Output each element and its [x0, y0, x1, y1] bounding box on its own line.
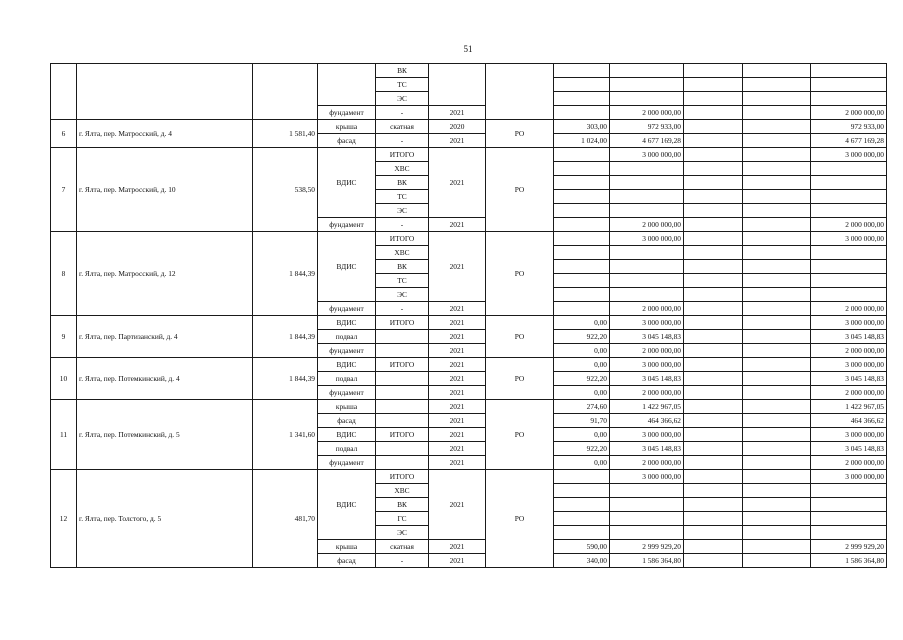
table-row: 10 г. Ялта, пер. Потемкинский, д. 4 1 844,39 ВДИС ИТОГО 2021 РО 0,00 3 000 000,00 3 000 000,00: [51, 358, 887, 372]
address-cell: г. Ялта, пер. Матросский, д. 10: [77, 148, 253, 232]
table-row: [51, 64, 887, 78]
area-cell: 1 844,39: [253, 316, 318, 358]
repair-schedule-table: [50, 63, 887, 568]
row-number: 11: [51, 400, 77, 470]
table-row: ТС: [51, 274, 887, 288]
subsystem-cell: ВК: [376, 64, 429, 78]
subsystem-cell: ТС: [376, 78, 429, 92]
finance-source-cell: РО: [486, 358, 554, 400]
table-row: ЭС: [51, 288, 887, 302]
table-row: фундамент - 2021 2 000 000,00 2 000 000,00: [51, 302, 887, 316]
area-cell: 1 844,39: [253, 232, 318, 316]
table-row: 11 г. Ялта, пер. Потемкинский, д. 5 1 341,60 крыша 2021 РО 274,60 1 422 967,05 1 422 967,05: [51, 400, 887, 414]
table-row: подвал 2021 922,20 3 045 148,83 3 045 148,83: [51, 442, 887, 456]
finance-source-cell: РО: [486, 470, 554, 568]
table-row: 12 г. Ялта, пер. Толстого, д. 5 481,70 ВДИС ИТОГО 2021 РО 3 000 000,00 3 000 000,00: [51, 470, 887, 484]
finance-source-cell: РО: [486, 400, 554, 470]
address-cell: г. Ялта, пер. Матросский, д. 4: [77, 120, 253, 148]
table-row: фундамент - 2021 2 000 000,00 2 000 000,00: [51, 106, 887, 120]
table-row: фундамент 2021 0,00 2 000 000,00 2 000 000,00: [51, 344, 887, 358]
address-cell: г. Ялта, пер. Партизанский, д. 4: [77, 316, 253, 358]
table-row: подвал 2021 922,20 3 045 148,83 3 045 148,83: [51, 330, 887, 344]
cost-cell: 2 000 000,00: [610, 106, 684, 120]
address-cell: г. Ялта, пер. Толстого, д. 5: [77, 470, 253, 568]
table-row: фасад - 2021 340,00 1 586 364,80 1 586 364,80: [51, 554, 887, 568]
address-cell: г. Ялта, пер. Потемкинский, д. 5: [77, 400, 253, 470]
table-row: 9 г. Ялта, пер. Партизанский, д. 4 1 844,39 ВДИС ИТОГО 2021 РО 0,00 3 000 000,00 3 000 000,00: [51, 316, 887, 330]
table-row: ВК: [51, 498, 887, 512]
address-cell: г. Ялта, пер. Потемкинский, д. 4: [77, 358, 253, 400]
table-row: ХВС: [51, 162, 887, 176]
table-row: фасад 2021 91,70 464 366,62 464 366,62: [51, 414, 887, 428]
table-row: 8 г. Ялта, пер. Матросский, д. 12 1 844,39 ВДИС ИТОГО 2021 РО 3 000 000,00 3 000 000,00: [51, 232, 887, 246]
table-row: крыша скатная 2021 590,00 2 999 929,20 2 999 929,20: [51, 540, 887, 554]
table-row: ХВС: [51, 484, 887, 498]
area-cell: 1 341,60: [253, 400, 318, 470]
row-number: 12: [51, 470, 77, 568]
subsystem-cell: ЭС: [376, 92, 429, 106]
table-row: ВК: [51, 176, 887, 190]
row-number: 6: [51, 120, 77, 148]
area-cell: 1 581,40: [253, 120, 318, 148]
area-cell: 481,70: [253, 470, 318, 568]
table-row: подвал 2021 922,20 3 045 148,83 3 045 148,83: [51, 372, 887, 386]
row-number: 8: [51, 232, 77, 316]
table-row: фасад - 2021 1 024,00 4 677 169,28 4 677 169,28: [51, 134, 887, 148]
table-row: ЭС: [51, 204, 887, 218]
area-cell: 1 844,39: [253, 358, 318, 400]
table-row: ВК: [51, 260, 887, 274]
table-row: 6 г. Ялта, пер. Матросский, д. 4 1 581,40 крыша скатная 2020 РО 303,00 972 933,00 972 933,00: [51, 120, 887, 134]
page-number: 51: [463, 44, 473, 54]
year-cell: 2021: [429, 106, 486, 120]
row-number: 9: [51, 316, 77, 358]
finance-source-cell: РО: [486, 316, 554, 358]
work-type-cell: фундамент: [318, 106, 376, 120]
row-number: 10: [51, 358, 77, 400]
area-cell: 538,50: [253, 148, 318, 232]
finance-source-cell: РО: [486, 120, 554, 148]
total-cell: 2 000 000,00: [811, 106, 887, 120]
table-row: фундамент - 2021 2 000 000,00 2 000 000,00: [51, 218, 887, 232]
table-row: ТС: [51, 190, 887, 204]
table-row: ВДИС ИТОГО 2021 0,00 3 000 000,00 3 000 000,00: [51, 428, 887, 442]
row-number: 7: [51, 148, 77, 232]
table-row: фундамент 2021 0,00 2 000 000,00 2 000 000,00: [51, 386, 887, 400]
table-row: ЭС: [51, 526, 887, 540]
finance-source-cell: РО: [486, 148, 554, 232]
finance-source-cell: РО: [486, 232, 554, 316]
table-row: ГС: [51, 512, 887, 526]
table-row: ХВС: [51, 246, 887, 260]
table-row: 7 г. Ялта, пер. Матросский, д. 10 538,50 ВДИС ИТОГО 2021 РО 3 000 000,00 3 000 000,00: [51, 148, 887, 162]
address-cell: г. Ялта, пер. Матросский, д. 12: [77, 232, 253, 316]
table-row: фундамент 2021 0,00 2 000 000,00 2 000 000,00: [51, 456, 887, 470]
